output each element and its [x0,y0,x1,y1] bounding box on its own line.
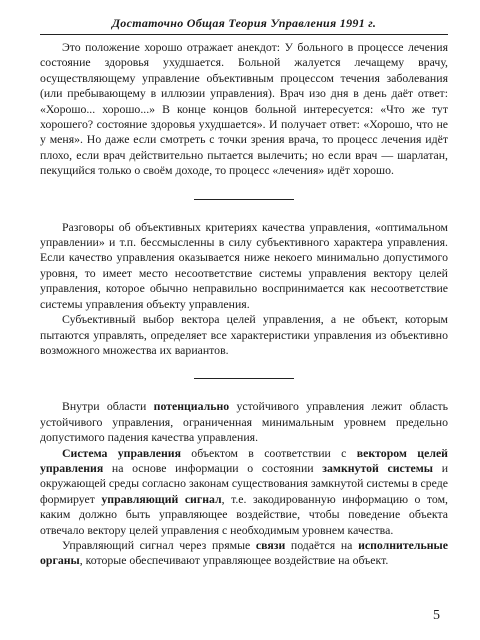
paragraph-anecdote: Это положение хорошо отражает анекдот: У больного в процессе лечения состояние здоровья ухудшается. Больной жалуется лечащему врачу, осуществляющему управление объективным процессом течения заболевания (или пребывающему в иллюзии управления). Врач изо дня в день даёт ответ: «Хорошо... хорошо...» В конце концов больной интересуется: «Что же тут хорошего? состояние здоровья ухудшается». И получает ответ: «Хорошо, что не у меня». Но даже если смотреть с точки зрения врача, то процесс лечения идёт плохо, если врач действительно пытается вылечить; но если врач — шарлатан, пекущийся только о своём доходе, то процесс «лечения» идёт хорошо. [40,40,448,178]
bold-term: вектором целей управления [40,445,448,475]
bold-term: Система управления [62,445,181,460]
bold-term: управляющий сигнал [101,491,222,506]
text-span: , т.е. закодированную информацию о том, каким должно быть управляющее воздействие, чтобы поведение объекта отвечало вектору целей управления с необходимым уровнем качества. [40,491,448,537]
section-separator [194,378,294,379]
page-body [40,40,448,569]
text-span: Управляющий сигнал через прямые [62,537,256,552]
text-span: устойчивого управления лежит область устойчивого управления, ограниченная минимальным уровнем предельно допустимого падения качества управления. [40,399,448,445]
paragraph-stability-area [40,399,448,445]
header-rule [40,34,448,35]
bold-term: замкнутой системы [322,460,434,475]
text-span: Внутри области [62,399,154,414]
text-span: , которые обеспечивают управляющее воздействие на объект. [79,553,389,568]
paragraph-criteria: Разговоры об объективных критериях качества управления, «оптимальном управлении» и т.п. бессмысленны в силу субъективного характера управления. Если качество управления оказывается ниже некоего минимально допустимого уровня, то имеет место несоответствие системы управления вектору целей управления, которое обычно неправильно воспринимается как несоответствие системы управления объекту управления. [40,219,448,311]
paragraph-subjective-choice: Субъективный выбор вектора целей управления, а не объект, которым пытаются управлять, определяет все характеристики управления из объективно возможного множества их вариантов. [40,312,448,357]
bold-term: потенциально [153,399,230,414]
paragraph-control-signal [40,538,448,569]
text-span: объектом в соответствии с [180,445,357,460]
paragraph-control-system [40,446,448,538]
running-header: Достаточно Общая Теория Управления 1991 г. [111,16,377,30]
bold-term: исполнительные органы [40,537,448,568]
text-span: на основе информации о состоянии [103,460,323,475]
page-number: 5 [433,608,440,623]
text-span: и окружающей среды согласно законам существования замкнутой системы в среде формирует [40,460,449,506]
bold-term: связи [255,537,286,552]
section-separator [194,199,294,200]
text-span: подаётся на [285,537,359,552]
